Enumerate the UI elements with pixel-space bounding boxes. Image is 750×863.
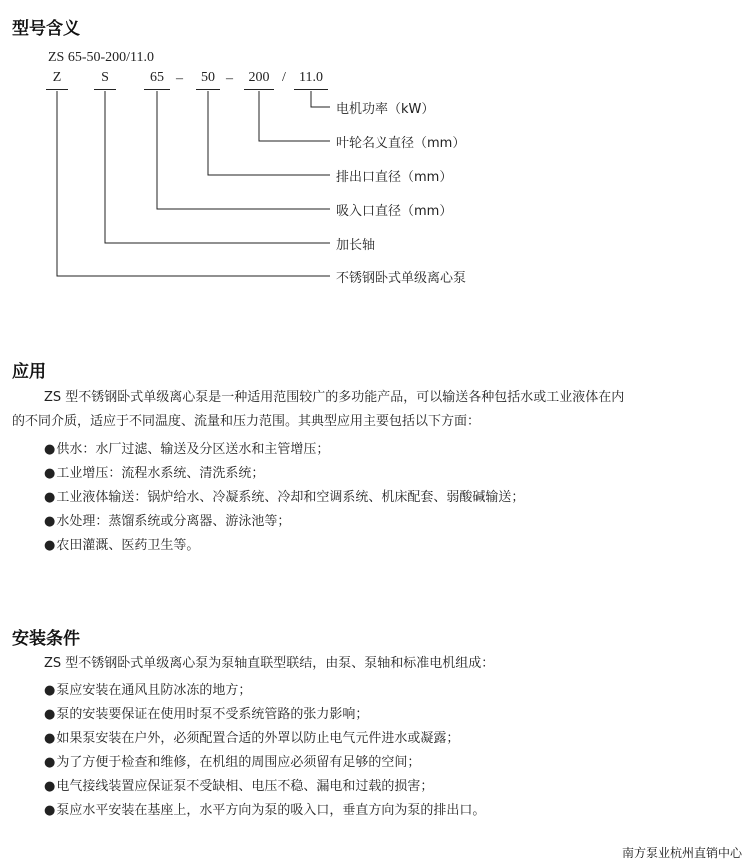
model-code: ZS 65-50-200/11.0 xyxy=(48,50,155,65)
application-item: ●工业增压：流程水系统、清洗系统； xyxy=(44,466,265,481)
segment-z: Z xyxy=(46,70,68,90)
segment-s: S xyxy=(94,70,116,90)
application-intro-line-2: 的不同介质，适应于不同温度、流量和压力范围。其典型应用主要包括以下方面： xyxy=(12,414,481,429)
separator-dash-1: – xyxy=(176,71,183,86)
installation-intro: ZS 型不锈钢卧式单级离心泵为泵轴直联型联结，由泵、泵轴和标准电机组成： xyxy=(44,656,495,671)
footer-company-name: 南方泵业杭州直销中心 xyxy=(621,846,742,860)
installation-item: ●为了方便于检查和维修，在机组的周围应必须留有足够的空间； xyxy=(44,755,421,770)
desc-outlet-diameter: 排出口直径（mm） xyxy=(336,170,453,185)
application-item: ●供水：水厂过滤、输送及分区送水和主管增压； xyxy=(44,442,330,457)
application-heading: 应用 xyxy=(12,362,46,382)
desc-extended-shaft: 加长轴 xyxy=(336,238,376,253)
installation-item: ●电气接线装置应保证泵不受缺相、电压不稳、漏电和过载的损害； xyxy=(44,779,434,794)
installation-item: ●泵应水平安装在基座上，水平方向为泵的吸入口，垂直方向为泵的排出口。 xyxy=(44,803,486,818)
desc-pump-type: 不锈钢卧式单级离心泵 xyxy=(336,271,467,286)
installation-item: ●泵的安装要保证在使用时泵不受系统管路的张力影响； xyxy=(44,707,369,722)
segment-65: 65 xyxy=(144,70,170,90)
installation-item: ●泵应安装在通风且防冰冻的地方； xyxy=(44,683,252,698)
separator-slash: / xyxy=(282,70,286,85)
desc-motor-power: 电机功率（kW） xyxy=(336,102,435,117)
segment-200: 200 xyxy=(244,70,274,90)
application-item: ●工业液体输送：锅炉给水、冷凝系统、冷却和空调系统、机床配套、弱酸碱输送； xyxy=(44,490,525,505)
desc-inlet-diameter: 吸入口直径（mm） xyxy=(336,204,453,219)
application-item: ●水处理：蒸馏系统或分离器、游泳池等； xyxy=(44,514,291,529)
application-intro-line-1: ZS 型不锈钢卧式单级离心泵是一种适用范围较广的多功能产品，可以输送各种包括水或工业液体在内 xyxy=(44,390,625,405)
model-meaning-heading: 型号含义 xyxy=(12,19,80,39)
segment-50: 50 xyxy=(196,70,220,90)
application-item: ●农田灌溉、医药卫生等。 xyxy=(44,538,200,553)
installation-item: ●如果泵安装在户外，必须配置合适的外罩以防止电气元件进水或凝露； xyxy=(44,731,460,746)
installation-heading: 安装条件 xyxy=(12,629,80,649)
separator-dash-2: – xyxy=(226,71,233,86)
desc-impeller-diameter: 叶轮名义直径（mm） xyxy=(336,136,466,151)
segment-11-0: 11.0 xyxy=(294,70,328,90)
